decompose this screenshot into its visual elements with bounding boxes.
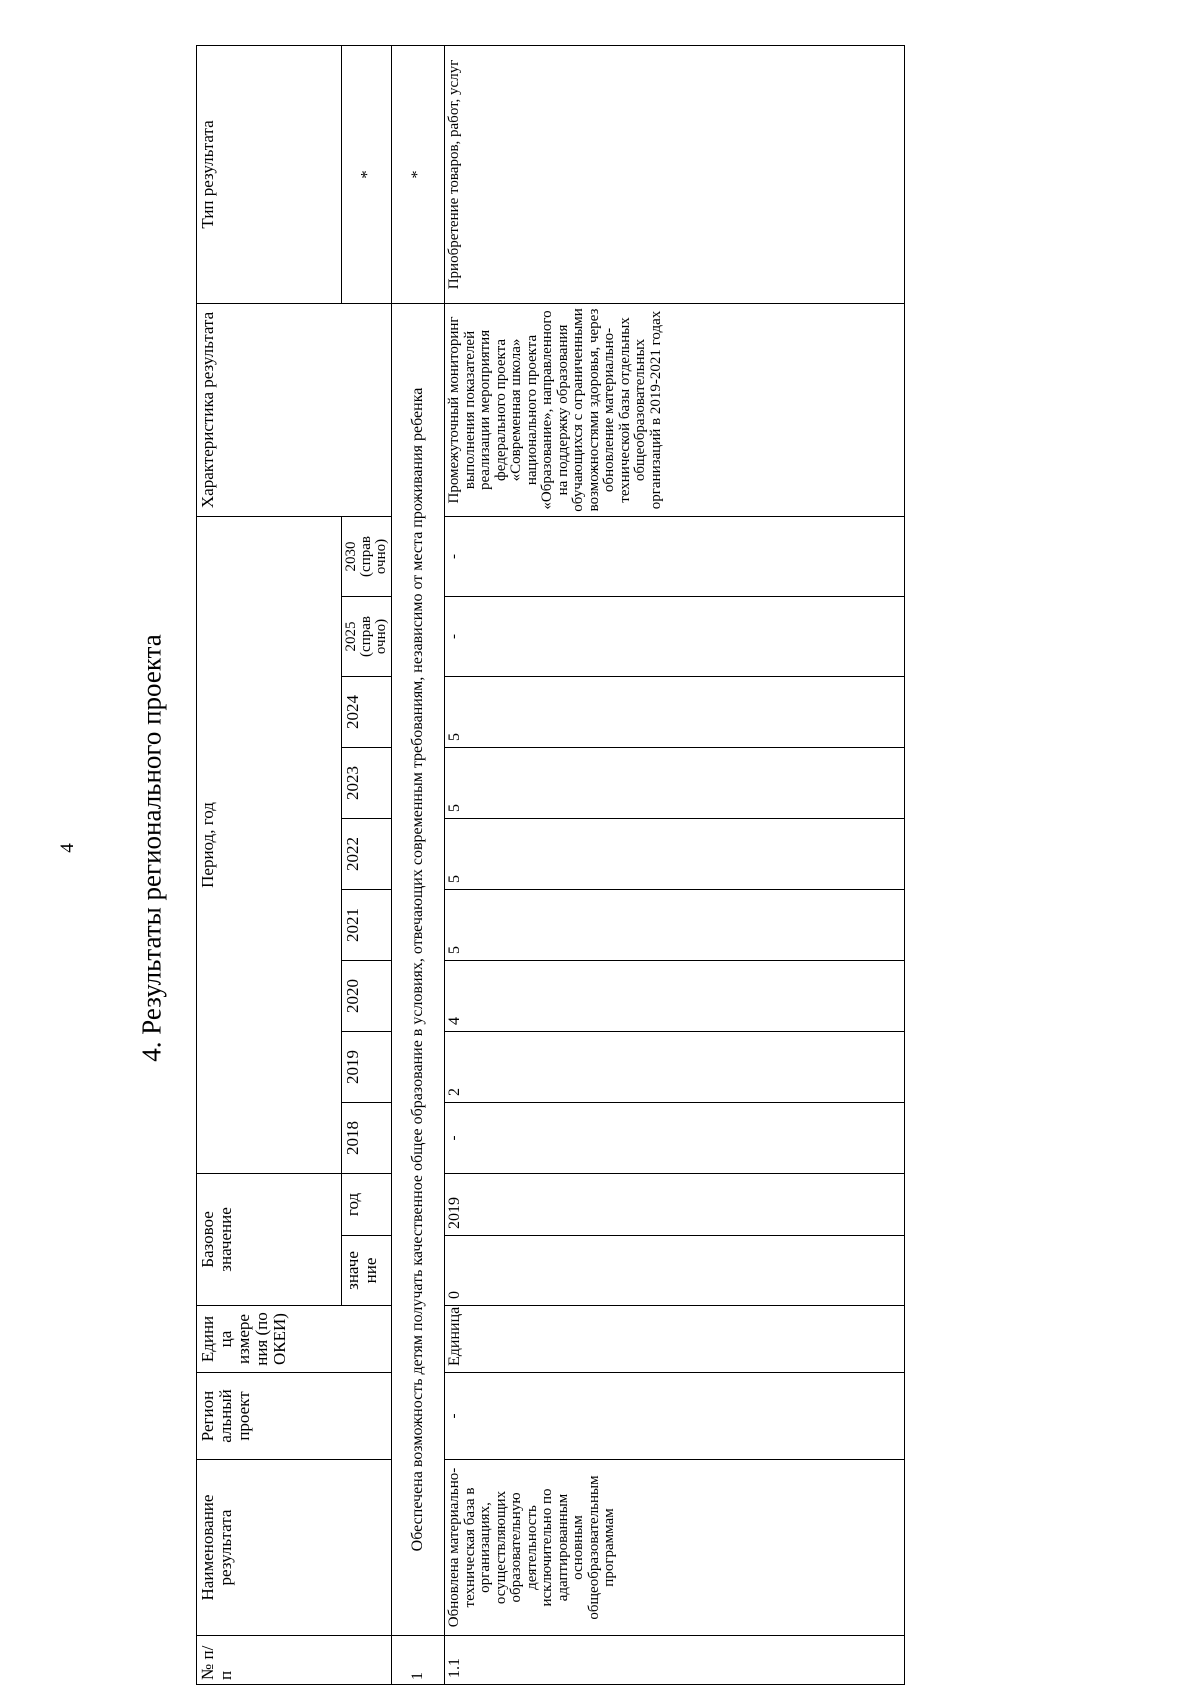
results-table — [196, 45, 905, 1685]
header-num: № п/п — [197, 1636, 392, 1685]
header-type-sub: * — [342, 45, 392, 303]
header-base: Базовое значение — [197, 1173, 342, 1305]
table-row — [445, 45, 905, 1684]
row-value: 4 — [445, 960, 905, 1031]
page-number: 4 — [57, 843, 78, 853]
header-year: 2022 — [342, 818, 392, 889]
row-characteristic: Промежуточный мониторинг выполнения показателей реализации мероприятия федерального проекта «Современная школа» национального проекта «Образование», направленного на поддержку образования обучающихся с ограниченными возможностями здоровья, через обновление материально-технической базы отдельных общеобразовательных организаций в 2019-2021 годах — [445, 303, 905, 516]
row-project: - — [445, 1373, 905, 1460]
header-year: 2018 — [342, 1102, 392, 1173]
header-year: 2024 — [342, 676, 392, 747]
row-base-value: 0 — [445, 1236, 905, 1306]
header-period: Период, год — [197, 516, 342, 1173]
row-value: 2 — [445, 1031, 905, 1102]
row-value: 5 — [445, 676, 905, 747]
row-value: - — [445, 516, 905, 596]
header-base-year: год — [342, 1173, 392, 1235]
header-base-value: значе ние — [342, 1236, 392, 1306]
page-title: 4. Результаты регионального проекта — [136, 634, 167, 1062]
header-type: Тип результата — [197, 45, 342, 303]
row-num: 1.1 — [445, 1636, 905, 1685]
header-unit: Едини ца измере ния (по ОКЕИ) — [197, 1306, 392, 1373]
header-year: 2023 — [342, 747, 392, 818]
row-value: - — [445, 596, 905, 676]
row-type: Приобретение товаров, работ, услуг — [445, 45, 905, 303]
row-name: Обновлена материально-техническая база в организациях, осуществляющих образовательную деятельность исключительно по адаптированным основным общеобразовательным программам — [445, 1460, 905, 1636]
header-year: 2021 — [342, 889, 392, 960]
section-row — [392, 45, 445, 1684]
row-value: - — [445, 1102, 905, 1173]
row-unit: Единица — [445, 1306, 905, 1373]
section-text: Обеспечена возможность детям получать качественное общее образование в условиях, отвечающих современным требованиям, независимо от места проживания ребенка — [392, 303, 445, 1635]
row-value: 5 — [445, 889, 905, 960]
results-table-container — [196, 45, 876, 1685]
row-base-year: 2019 — [445, 1173, 905, 1235]
header-year-reference: 2030 (справ очно) — [342, 516, 392, 596]
header-year: 2019 — [342, 1031, 392, 1102]
row-value: 5 — [445, 747, 905, 818]
section-type-mark: * — [392, 45, 445, 303]
header-year-reference: 2025 (справ очно) — [342, 596, 392, 676]
header-year: 2020 — [342, 960, 392, 1031]
header-name: Наименование результата — [197, 1460, 392, 1636]
header-characteristic: Характеристика результата — [197, 303, 392, 516]
header-project: Регион альный проект — [197, 1373, 392, 1460]
section-num: 1 — [392, 1636, 445, 1685]
header-row-1 — [197, 45, 342, 1684]
row-value: 5 — [445, 818, 905, 889]
